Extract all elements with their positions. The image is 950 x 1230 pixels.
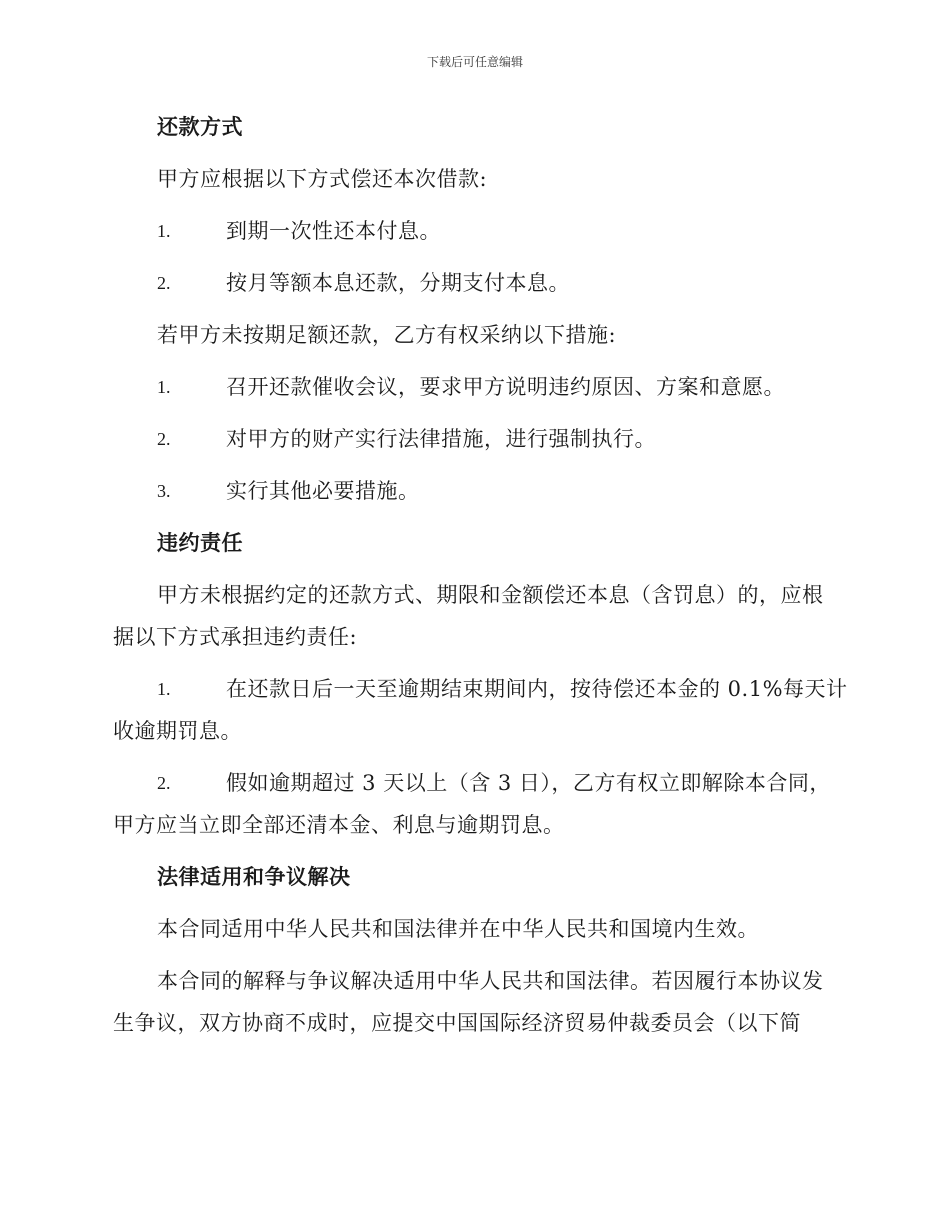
page-header: 下载后可任意编辑 xyxy=(426,55,523,69)
section-heading-liability: 违约责任 xyxy=(157,531,243,555)
list-number: 2. xyxy=(157,429,171,449)
list-item-text: 实行其他必要措施。 xyxy=(226,479,420,503)
list-number: 2. xyxy=(157,273,171,293)
section-heading-law: 法律适用和争议解决 xyxy=(157,865,351,889)
list-item-text: 假如逾期超过 3 天以上（含 3 日），乙方有权立即解除本合同， xyxy=(226,771,831,795)
list-item-text: 到期一次性还本付息。 xyxy=(226,219,441,243)
law-paragraph-2-line1: 本合同的解释与争议解决适用中华人民共和国法律。若因履行本协议发 xyxy=(157,969,824,993)
repayment-intro: 甲方应根据以下方式偿还本次借款: xyxy=(157,167,488,191)
default-intro: 若甲方未按期足额还款，乙方有权采纳以下措施: xyxy=(157,323,617,347)
law-paragraph-2-line2: 生争议，双方协商不成时，应提交中国国际经济贸易仲裁委员会（以下简 xyxy=(113,1011,801,1035)
list-item-text: 召开还款催收会议，要求甲方说明违约原因、方案和意愿。 xyxy=(226,375,785,399)
liability-intro-line1: 甲方未根据约定的还款方式、期限和金额偿还本息（含罚息）的，应根 xyxy=(157,583,824,607)
list-item-text: 对甲方的财产实行法律措施，进行强制执行。 xyxy=(226,427,656,451)
law-paragraph-1: 本合同适用中华人民共和国法律并在中华人民共和国境内生效。 xyxy=(157,917,759,941)
list-number: 3. xyxy=(157,481,171,501)
list-item-text: 按月等额本息还款，分期支付本息。 xyxy=(226,271,570,295)
list-number: 1. xyxy=(157,679,171,699)
liability-intro-line2: 据以下方式承担违约责任: xyxy=(113,625,358,649)
list-item-continuation: 甲方应当立即全部还清本金、利息与逾期罚息。 xyxy=(113,813,565,837)
list-number: 1. xyxy=(157,221,171,241)
list-item-text: 在还款日后一天至逾期结束期间内，按待偿还本金的 0.1%每天计 xyxy=(226,677,848,701)
list-number: 2. xyxy=(157,773,171,793)
section-heading-repayment: 还款方式 xyxy=(157,115,243,139)
list-number: 1. xyxy=(157,377,171,397)
list-item-continuation: 收逾期罚息。 xyxy=(113,719,242,743)
